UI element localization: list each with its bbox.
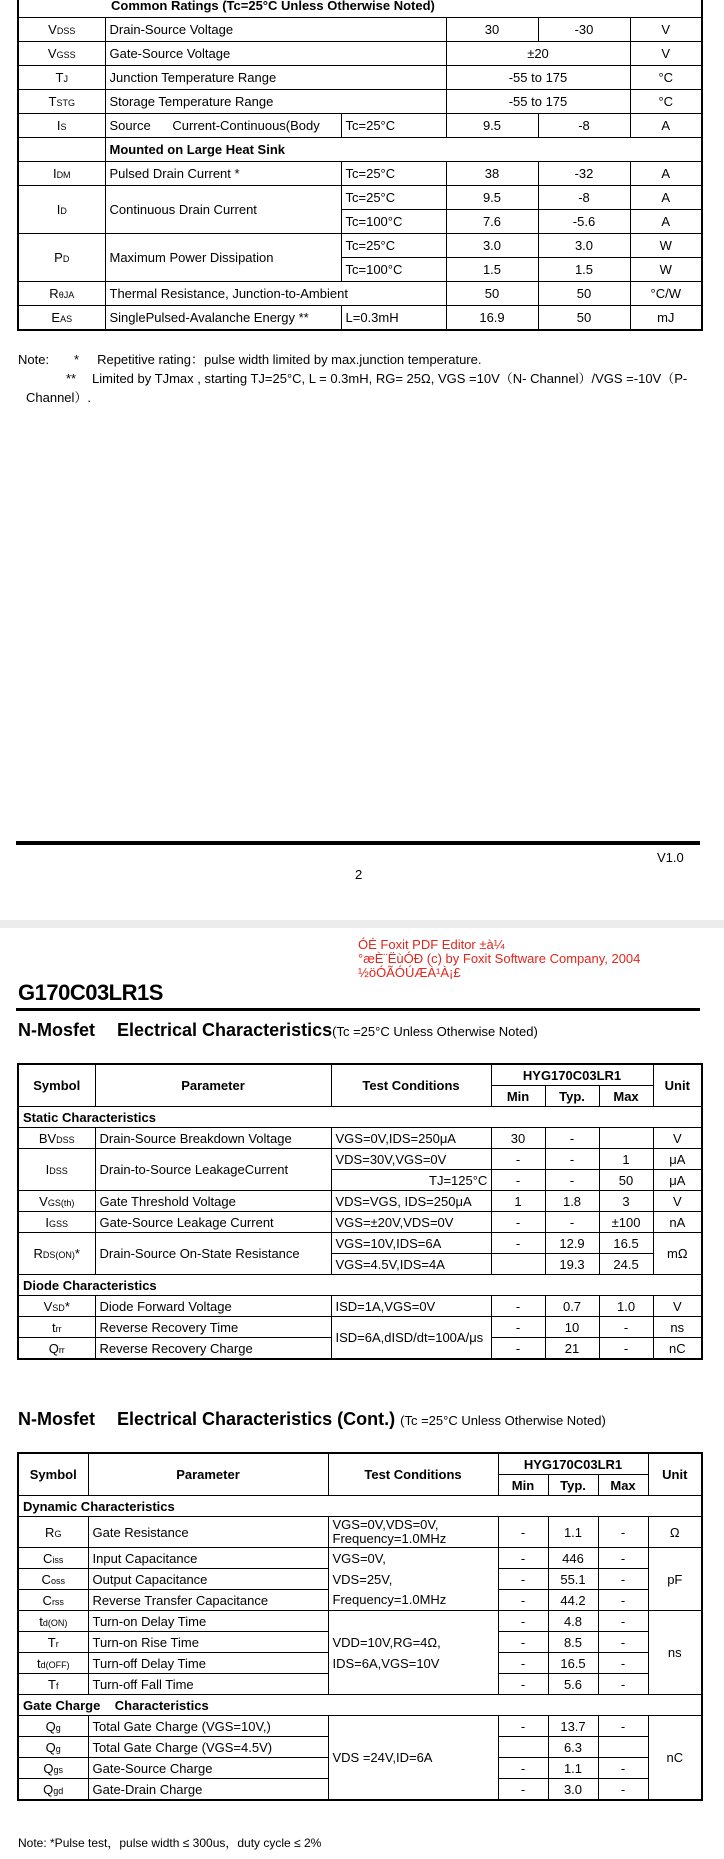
min-cell: - xyxy=(498,1548,548,1569)
n-channel-value: 38 xyxy=(446,162,538,186)
note-label: Note: xyxy=(18,352,50,367)
unit-cell: °C xyxy=(630,66,702,90)
condition-cell: VDS=VGS, IDS=250μA xyxy=(331,1191,491,1212)
symbol-cell: TSTG xyxy=(18,90,105,114)
parameter-cell: Gate-Source Charge xyxy=(88,1758,328,1779)
unit-cell: V xyxy=(653,1128,702,1149)
unit-cell: A xyxy=(630,162,702,186)
parameter-cell: Drain-to-Source LeakageCurrent xyxy=(95,1149,331,1191)
note-text: Limited by TJmax , starting TJ=25°C, L = 0.3mH, RG= 25Ω, VGS =10V（N- Channel）/VGS =-10V（P- xyxy=(92,371,688,386)
condition-cell: Tc=25°C xyxy=(341,162,446,186)
n-channel-value: 9.5 xyxy=(446,114,538,138)
header-unit: Unit xyxy=(653,1064,702,1107)
parameter-cell: Drain-Source Voltage xyxy=(105,18,446,42)
max-cell: - xyxy=(598,1569,648,1590)
parameter-cell: Junction Temperature Range xyxy=(105,66,446,90)
unit-cell: ns xyxy=(648,1611,702,1695)
min-cell: - xyxy=(491,1296,545,1317)
symbol-cell: VDSS xyxy=(18,18,105,42)
parameter-cell: Turn-on Rise Time xyxy=(88,1632,328,1653)
table-row xyxy=(18,1212,702,1233)
symbol-cell: Qrr xyxy=(18,1338,95,1360)
watermark-line: °æÈ¨ËùÓÐ (c) by Foxit Software Company, 2004 xyxy=(358,951,641,966)
typ-cell: 16.5 xyxy=(548,1653,598,1674)
unit-cell: W xyxy=(630,258,702,282)
unit-cell: μA xyxy=(653,1149,702,1170)
symbol-cell: ID xyxy=(18,186,105,234)
watermark-line: ÓÉ Foxit PDF Editor ±à¼ xyxy=(358,937,505,952)
min-cell: - xyxy=(498,1674,548,1695)
condition-cell: VDD=10V,RG=4Ω, xyxy=(328,1632,498,1653)
header-test-conditions: Test Conditions xyxy=(328,1453,498,1496)
header-typ: Typ. xyxy=(548,1475,598,1496)
electrical-characteristics-cont-table xyxy=(17,1452,703,1801)
typ-cell: 6.3 xyxy=(548,1737,598,1758)
parameter-cell: Diode Forward Voltage xyxy=(95,1296,331,1317)
unit-cell: A xyxy=(630,186,702,210)
max-cell: 16.5 xyxy=(599,1233,653,1254)
max-cell: - xyxy=(598,1548,648,1569)
min-cell: - xyxy=(498,1632,548,1653)
unit-cell: °C xyxy=(630,90,702,114)
symbol-cell: Tr xyxy=(18,1632,88,1653)
min-cell: - xyxy=(498,1716,548,1737)
max-cell: - xyxy=(598,1611,648,1632)
p-channel-value: -5.6 xyxy=(538,210,630,234)
table-row xyxy=(18,1149,702,1170)
typ-cell: 55.1 xyxy=(548,1569,598,1590)
n-channel-value: 16.9 xyxy=(446,306,538,331)
note-mark: * xyxy=(74,352,80,367)
title-rule xyxy=(16,1008,700,1011)
n-channel-value: 1.5 xyxy=(446,258,538,282)
unit-cell: V xyxy=(630,42,702,66)
parameter-cell: Gate Threshold Voltage xyxy=(95,1191,331,1212)
header-min: Min xyxy=(491,1086,545,1107)
symbol-cell: td(ON) xyxy=(18,1611,88,1632)
table-row xyxy=(18,162,702,186)
symbol-cell: trr xyxy=(18,1317,95,1338)
unit-cell: nC xyxy=(653,1338,702,1360)
p-channel-value: -8 xyxy=(538,114,630,138)
symbol-cell: TJ xyxy=(18,66,105,90)
symbol-cell: RθJA xyxy=(18,282,105,306)
table-row xyxy=(18,1653,702,1674)
symbol-cell: BVDSS xyxy=(18,1128,95,1149)
header-unit: Unit xyxy=(648,1453,702,1496)
max-cell: 3 xyxy=(599,1191,653,1212)
table-row xyxy=(18,1296,702,1317)
page-2 xyxy=(0,928,724,1859)
table-row xyxy=(18,282,702,306)
table-row xyxy=(18,1590,702,1611)
condition-cell: VDS=25V, xyxy=(328,1569,498,1590)
n-channel-value: 9.5 xyxy=(446,186,538,210)
unit-cell: mΩ xyxy=(653,1233,702,1275)
table-row xyxy=(18,1716,702,1737)
unit-cell: W xyxy=(630,234,702,258)
min-cell: - xyxy=(491,1317,545,1338)
min-cell xyxy=(498,1737,548,1758)
condition-cell: VDS=30V,VGS=0V xyxy=(331,1149,491,1170)
header-parameter: Parameter xyxy=(95,1064,331,1107)
note-text: Repetitive rating：pulse width limited by max.junction temperature. xyxy=(97,352,482,367)
typ-cell: 44.2 xyxy=(548,1590,598,1611)
symbol-cell: Qg xyxy=(18,1737,88,1758)
condition-cell: VDS =24V,ID=6A xyxy=(328,1716,498,1801)
min-cell: - xyxy=(498,1590,548,1611)
min-cell xyxy=(491,1254,545,1275)
typ-cell: 1.1 xyxy=(548,1517,598,1548)
condition-cell: Tc=25°C xyxy=(341,114,446,138)
parameter-cell: Storage Temperature Range xyxy=(105,90,446,114)
condition-cell: TJ=125°C xyxy=(425,1170,491,1191)
section-title: N-Mosfet Electrical Characteristics (Cont.) (Tc =25°C Unless Otherwise Noted) xyxy=(18,1409,606,1429)
symbol-cell: VGS(th) xyxy=(18,1191,95,1212)
footer-rule xyxy=(16,841,700,845)
symbol-cell: RDS(ON)* xyxy=(18,1233,95,1275)
symbol-cell: EAS xyxy=(18,306,105,331)
value-cell: -55 to 175 xyxy=(446,90,630,114)
table-row xyxy=(18,42,702,66)
table-row xyxy=(18,114,702,138)
p-channel-value: -30 xyxy=(538,18,630,42)
condition-cell: Tc=100°C xyxy=(341,258,446,282)
typ-cell: 12.9 xyxy=(545,1233,599,1254)
header-symbol: Symbol xyxy=(18,1453,88,1496)
table-row xyxy=(18,1674,702,1695)
max-cell: - xyxy=(598,1653,648,1674)
condition-cell: VGS=0V,VDS=0V, Frequency=1.0MHz xyxy=(328,1517,498,1548)
max-cell: - xyxy=(598,1716,648,1737)
table-row xyxy=(18,1191,702,1212)
condition-cell: VGS=0V,IDS=250μA xyxy=(331,1128,491,1149)
header-max: Max xyxy=(598,1475,648,1496)
typ-cell: 3.0 xyxy=(548,1779,598,1801)
n-channel-value: 50 xyxy=(446,282,538,306)
parameter-cell: Gate-Source Voltage xyxy=(105,42,446,66)
n-channel-value: 30 xyxy=(446,18,538,42)
typ-cell: 13.7 xyxy=(548,1716,598,1737)
unit-cell: °C/W xyxy=(630,282,702,306)
condition-cell: ISD=1A,VGS=0V xyxy=(331,1296,491,1317)
parameter-cell: Reverse Transfer Capacitance xyxy=(88,1590,328,1611)
page-number: 2 xyxy=(355,867,363,882)
typ-cell: 0.7 xyxy=(545,1296,599,1317)
parameter-cell: Reverse Recovery Charge xyxy=(95,1338,331,1360)
symbol-cell: VGSS xyxy=(18,42,105,66)
part-number: G170C03LR1S xyxy=(18,980,163,1005)
unit-cell: pF xyxy=(648,1548,702,1611)
electrical-characteristics-table xyxy=(17,1063,703,1360)
table-row xyxy=(18,186,702,210)
symbol-cell: VSD* xyxy=(18,1296,95,1317)
unit-cell: ns xyxy=(653,1317,702,1338)
parameter-cell: Total Gate Charge (VGS=10V,) xyxy=(88,1716,328,1737)
min-cell: 1 xyxy=(491,1191,545,1212)
parameter-cell: Turn-off Fall Time xyxy=(88,1674,328,1695)
condition-cell xyxy=(328,1611,498,1632)
unit-cell: A xyxy=(630,210,702,234)
parameter-cell: Drain-Source On-State Resistance xyxy=(95,1233,331,1275)
max-cell: - xyxy=(598,1758,648,1779)
typ-cell: - xyxy=(545,1170,599,1191)
min-cell: - xyxy=(491,1170,545,1191)
table-row xyxy=(18,1548,702,1569)
heatsink-label: Mounted on Large Heat Sink xyxy=(105,138,702,162)
parameter-cell: Drain-Source Breakdown Voltage xyxy=(95,1128,331,1149)
note-mark: ** xyxy=(66,371,77,386)
parameter-cell: Source Current-Continuous(Body xyxy=(105,114,341,138)
ratings-section-header: Common Ratings (Tc=25°C Unless Otherwise Noted) xyxy=(18,0,702,18)
parameter-cell: Continuous Drain Current xyxy=(105,186,341,234)
condition-cell: ISD=6A,dISD/dt=100A/μs xyxy=(331,1317,491,1360)
min-cell: - xyxy=(498,1569,548,1590)
table-row xyxy=(18,1517,702,1548)
unit-cell: V xyxy=(653,1296,702,1317)
parameter-cell: Turn-on Delay Time xyxy=(88,1611,328,1632)
p-channel-value: 1.5 xyxy=(538,258,630,282)
max-cell: 1 xyxy=(599,1149,653,1170)
max-cell: 50 xyxy=(599,1170,653,1191)
table-header-row xyxy=(18,1453,702,1475)
header-symbol: Symbol xyxy=(18,1064,95,1107)
condition-cell: Tc=25°C xyxy=(341,234,446,258)
parameter-cell: Gate Resistance xyxy=(88,1517,328,1548)
parameter-cell: Gate-Drain Charge xyxy=(88,1779,328,1801)
min-cell: - xyxy=(491,1338,545,1360)
note-text: Channel）. xyxy=(26,390,92,405)
ratings-notes xyxy=(18,350,708,407)
symbol-cell: Crss xyxy=(18,1590,88,1611)
parameter-cell: SinglePulsed-Avalanche Energy ** xyxy=(105,306,341,331)
parameter-cell: Total Gate Charge (VGS=4.5V) xyxy=(88,1737,328,1758)
symbol-cell: PD xyxy=(18,234,105,282)
typ-cell: 8.5 xyxy=(548,1632,598,1653)
typ-cell: 10 xyxy=(545,1317,599,1338)
max-cell: - xyxy=(598,1517,648,1548)
section-title: N-Mosfet Electrical Characteristics(Tc =25°C Unless Otherwise Noted) xyxy=(18,1020,538,1040)
table-row xyxy=(18,1317,702,1338)
page-1 xyxy=(0,0,724,920)
max-cell: - xyxy=(599,1338,653,1360)
value-cell: -55 to 175 xyxy=(446,66,630,90)
parameter-cell: Maximum Power Dissipation xyxy=(105,234,341,282)
typ-cell: - xyxy=(545,1212,599,1233)
typ-cell: - xyxy=(545,1128,599,1149)
parameter-cell: Turn-off Delay Time xyxy=(88,1653,328,1674)
value-cell: ±20 xyxy=(446,42,630,66)
absolute-ratings-table xyxy=(17,0,703,331)
p-channel-value: 50 xyxy=(538,282,630,306)
table-header-row xyxy=(18,1064,702,1086)
condition-cell: VGS=10V,IDS=6A xyxy=(331,1233,491,1254)
p-channel-value: 50 xyxy=(538,306,630,331)
table-row xyxy=(18,234,702,258)
unit-cell: mJ xyxy=(630,306,702,331)
typ-cell: 1.8 xyxy=(545,1191,599,1212)
parameter-cell: Input Capacitance xyxy=(88,1548,328,1569)
foxit-watermark xyxy=(358,938,640,980)
dynamic-section-label: Dynamic Characteristics xyxy=(18,1496,702,1517)
min-cell: - xyxy=(491,1233,545,1254)
table-row xyxy=(18,306,702,331)
parameter-cell: Thermal Resistance, Junction-to-Ambient xyxy=(105,282,446,306)
table-row xyxy=(18,1233,702,1254)
header-min: Min xyxy=(498,1475,548,1496)
symbol-cell: Qgs xyxy=(18,1758,88,1779)
condition-cell: VGS=±20V,VDS=0V xyxy=(331,1212,491,1233)
min-cell: - xyxy=(498,1611,548,1632)
symbol-cell: IDSS xyxy=(18,1149,95,1191)
symbol-cell: IGSS xyxy=(18,1212,95,1233)
table-row xyxy=(18,18,702,42)
symbol-cell: Qg xyxy=(18,1716,88,1737)
condition-cell: IDS=6A,VGS=10V xyxy=(328,1653,498,1674)
typ-cell: 4.8 xyxy=(548,1611,598,1632)
min-cell: 30 xyxy=(491,1128,545,1149)
min-cell: - xyxy=(498,1517,548,1548)
p-channel-value: -8 xyxy=(538,186,630,210)
parameter-cell: Gate-Source Leakage Current xyxy=(95,1212,331,1233)
diode-section-label: Diode Characteristics xyxy=(18,1275,702,1296)
parameter-cell: Reverse Recovery Time xyxy=(95,1317,331,1338)
typ-cell: 19.3 xyxy=(545,1254,599,1275)
unit-cell: Ω xyxy=(648,1517,702,1548)
table-row xyxy=(18,1128,702,1149)
parameter-cell: Pulsed Drain Current * xyxy=(105,162,341,186)
symbol-cell: td(OFF) xyxy=(18,1653,88,1674)
max-cell: 24.5 xyxy=(599,1254,653,1275)
min-cell: - xyxy=(491,1212,545,1233)
parameter-cell: Output Capacitance xyxy=(88,1569,328,1590)
table-row xyxy=(18,1632,702,1653)
n-channel-value: 7.6 xyxy=(446,210,538,234)
table-row xyxy=(18,1611,702,1632)
table-row xyxy=(18,66,702,90)
symbol-cell: RG xyxy=(18,1517,88,1548)
max-cell: - xyxy=(598,1779,648,1801)
min-cell: - xyxy=(491,1149,545,1170)
header-test-conditions: Test Conditions xyxy=(331,1064,491,1107)
condition-cell xyxy=(328,1674,498,1695)
min-cell: - xyxy=(498,1653,548,1674)
condition-cell: VGS=0V, xyxy=(328,1548,498,1569)
unit-cell: V xyxy=(653,1191,702,1212)
condition-cell: Frequency=1.0MHz xyxy=(328,1590,498,1611)
watermark-line: ½öÓÃÓÚÆÀ¹À¡£ xyxy=(358,965,461,980)
condition-cell: VGS=4.5V,IDS=4A xyxy=(331,1254,491,1275)
max-cell xyxy=(599,1128,653,1149)
unit-cell: A xyxy=(630,114,702,138)
header-typ: Typ. xyxy=(545,1086,599,1107)
gate-charge-section-label: Gate Charge Characteristics xyxy=(18,1695,702,1716)
symbol-cell: Tf xyxy=(18,1674,88,1695)
max-cell: - xyxy=(598,1632,648,1653)
symbol-cell: Ciss xyxy=(18,1548,88,1569)
condition-cell: Tc=100°C xyxy=(341,210,446,234)
unit-cell: V xyxy=(630,18,702,42)
condition-cell: Tc=25°C xyxy=(341,186,446,210)
version-label: V1.0 xyxy=(657,850,684,865)
unit-cell: nA xyxy=(653,1212,702,1233)
max-cell: ±100 xyxy=(599,1212,653,1233)
max-cell: - xyxy=(599,1317,653,1338)
max-cell xyxy=(598,1737,648,1758)
min-cell: - xyxy=(498,1779,548,1801)
p-channel-value: -32 xyxy=(538,162,630,186)
p-channel-value: 3.0 xyxy=(538,234,630,258)
symbol-cell: Coss xyxy=(18,1569,88,1590)
header-parameter: Parameter xyxy=(88,1453,328,1496)
page-separator xyxy=(0,920,724,928)
symbol-cell: IS xyxy=(18,114,105,138)
static-section-label: Static Characteristics xyxy=(18,1107,702,1128)
symbol-cell: IDM xyxy=(18,162,105,186)
typ-cell: - xyxy=(545,1149,599,1170)
typ-cell: 1.1 xyxy=(548,1758,598,1779)
table-row xyxy=(18,1569,702,1590)
max-cell: - xyxy=(598,1590,648,1611)
header-device: HYG170C03LR1 xyxy=(491,1064,653,1086)
condition-cell: L=0.3mH xyxy=(341,306,446,331)
min-cell: - xyxy=(498,1758,548,1779)
unit-cell: nC xyxy=(648,1716,702,1801)
max-cell: 1.0 xyxy=(599,1296,653,1317)
symbol-cell: Qgd xyxy=(18,1779,88,1801)
header-max: Max xyxy=(599,1086,653,1107)
typ-cell: 21 xyxy=(545,1338,599,1360)
n-channel-value: 3.0 xyxy=(446,234,538,258)
table-row xyxy=(18,90,702,114)
max-cell: - xyxy=(598,1674,648,1695)
header-device: HYG170C03LR1 xyxy=(498,1453,648,1475)
pulse-test-note: Note: *Pulse test，pulse width ≤ 300us，duty cycle ≤ 2% xyxy=(18,1836,322,1850)
typ-cell: 5.6 xyxy=(548,1674,598,1695)
unit-cell: μA xyxy=(653,1170,702,1191)
typ-cell: 446 xyxy=(548,1548,598,1569)
